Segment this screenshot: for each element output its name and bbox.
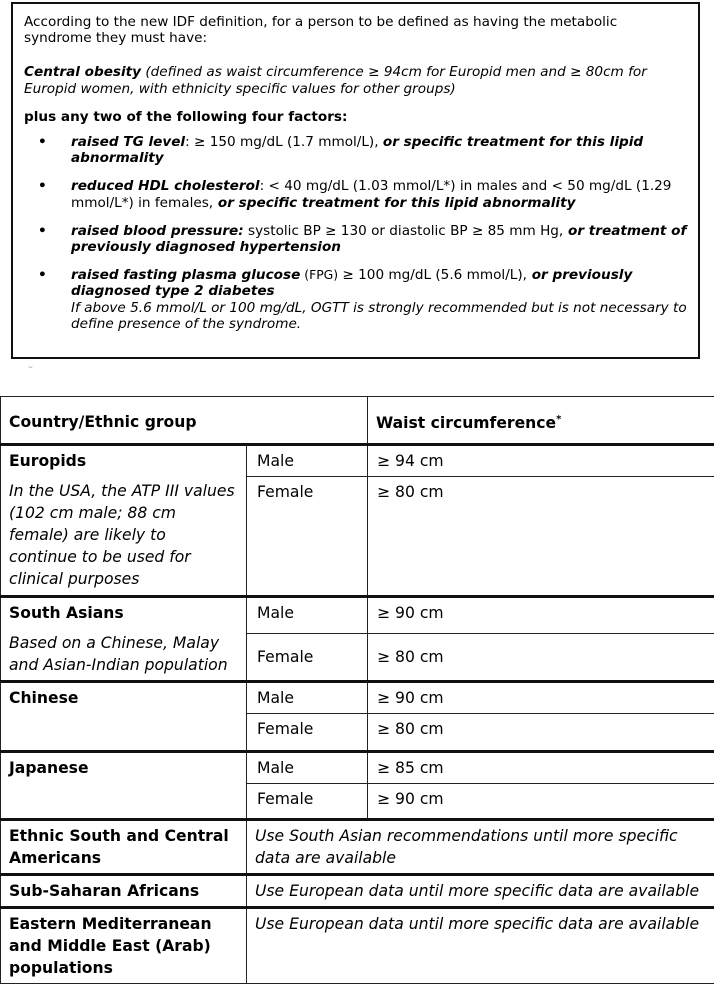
table-row	[1, 875, 714, 908]
criteria-intro: According to the new IDF definition, for a person to be defined as having the metabolic syndrome they must have:	[24, 14, 618, 47]
sex-female: Female	[247, 784, 368, 820]
group-recommendation: Use South Asian recommendations until more specific data are available	[247, 820, 714, 875]
waist-value: ≥ 80 cm	[368, 634, 714, 682]
waist-value: ≥ 94 cm	[368, 445, 714, 477]
factor-threshold: < 40 mg/dL (1.03 mmol/L*) in males and < 50 mg/dL (1.29 mmol/L*) in females,	[71, 178, 672, 211]
central-obesity-criterion	[24, 64, 688, 96]
table-row	[1, 908, 714, 984]
group-note: In the USA, the ATP III values (102 cm male; 88 cm female) are likely to continue to be used for clinical purposes	[9, 482, 235, 588]
idf-criteria-box	[11, 2, 700, 359]
factor-name: raised TG level	[71, 134, 186, 151]
group-europids	[1, 445, 247, 597]
group-recommendation: Use European data until more specific data are available	[247, 908, 714, 984]
header-country-group: Country/Ethnic group	[1, 397, 368, 445]
table-row	[1, 752, 714, 784]
group-chinese	[1, 682, 247, 752]
sex-female: Female	[247, 634, 368, 682]
central-obesity-description: (defined as waist circumference ≥ 94cm for Europid men and ≥ 80cm for Europid women, with ethnicity specific values for other groups)	[24, 64, 647, 97]
group-sub-saharan-africans: Sub-Saharan Africans	[1, 875, 247, 908]
waist-value: ≥ 80 cm	[368, 477, 714, 597]
factor-treatment: previously diagnosed type 2 diabetes	[71, 267, 633, 300]
group-name: Chinese	[9, 689, 79, 707]
central-obesity-label: Central obesity	[24, 64, 142, 81]
factor-or: or	[563, 222, 585, 239]
factor-hdl	[38, 178, 688, 211]
factor-tg	[38, 134, 688, 167]
group-south-asians	[1, 597, 247, 682]
table-row	[1, 597, 714, 634]
bullet-icon: •	[38, 222, 47, 239]
waist-value: ≥ 90 cm	[368, 784, 714, 820]
bullet-icon: •	[38, 178, 47, 195]
factor-fpg	[38, 267, 688, 332]
group-name: Japanese	[9, 759, 89, 777]
scan-mark: ~	[28, 364, 34, 371]
factor-or: or	[213, 194, 234, 211]
sex-male: Male	[247, 445, 368, 477]
waist-value: ≥ 85 cm	[368, 752, 714, 784]
factor-treatment: treatment of previously diagnosed hypertension	[71, 222, 687, 256]
factor-treatment: specific treatment for this lipid abnormality	[233, 194, 576, 211]
header-waist-circumference	[368, 397, 714, 445]
waist-value: ≥ 90 cm	[368, 597, 714, 634]
factor-bp	[38, 222, 688, 256]
factor-separator: :	[185, 134, 190, 151]
factor-name: raised blood pressure:	[71, 222, 244, 239]
waist-value: ≥ 80 cm	[368, 714, 714, 752]
factor-name: reduced HDL cholesterol	[71, 178, 260, 195]
factor-or: or	[382, 134, 399, 151]
header-footnote-mark: *	[556, 414, 562, 426]
table-row	[1, 820, 714, 875]
sex-female: Female	[247, 477, 368, 597]
group-eastern-mediterranean-middle-east: Eastern Mediterranean and Middle East (Arab) populations	[1, 908, 247, 984]
factor-name: raised fasting plasma glucose	[71, 267, 301, 284]
factor-threshold: ≥ 150 mg/dL (1.7 mmol/L),	[189, 134, 383, 151]
factor-or: or	[526, 267, 548, 284]
factor-threshold: systolic BP ≥ 130 or diastolic BP ≥ 85 mm Hg,	[243, 222, 564, 239]
factor-separator: :	[259, 178, 265, 195]
factor-abbrev: (FPG)	[300, 267, 339, 283]
factor-threshold: ≥ 100 mg/dL (5.6 mmol/L),	[338, 267, 527, 284]
table-row	[1, 445, 714, 477]
plus-two-factors-heading: plus any two of the following four factors:	[24, 108, 348, 125]
group-name: South Asians	[9, 604, 124, 622]
table-header-row	[1, 397, 714, 445]
bullet-icon: •	[38, 134, 47, 151]
sex-male: Male	[247, 597, 368, 634]
factor-treatment: specific treatment for this lipid abnormality	[71, 134, 644, 167]
group-recommendation: Use European data until more specific data are available	[247, 875, 714, 908]
sex-female: Female	[247, 714, 368, 752]
factor-list	[24, 134, 688, 332]
waist-value: ≥ 90 cm	[368, 682, 714, 714]
sex-male: Male	[247, 752, 368, 784]
sex-male: Male	[247, 682, 368, 714]
group-japanese	[1, 752, 247, 820]
ogtt-note: If above 5.6 mmol/L or 100 mg/dL, OGTT is strongly recommended but is not necessary to define presence of the syndrome.	[71, 299, 687, 332]
group-name: Europids	[9, 452, 87, 470]
waist-circumference-table	[0, 396, 714, 984]
group-note: Based on a Chinese, Malay and Asian-Indian population	[9, 634, 228, 674]
group-ethnic-south-central-americans: Ethnic South and Central Americans	[1, 820, 247, 875]
header-waist-label: Waist circumference	[376, 414, 557, 433]
table-row	[1, 682, 714, 714]
bullet-icon: •	[38, 267, 47, 284]
